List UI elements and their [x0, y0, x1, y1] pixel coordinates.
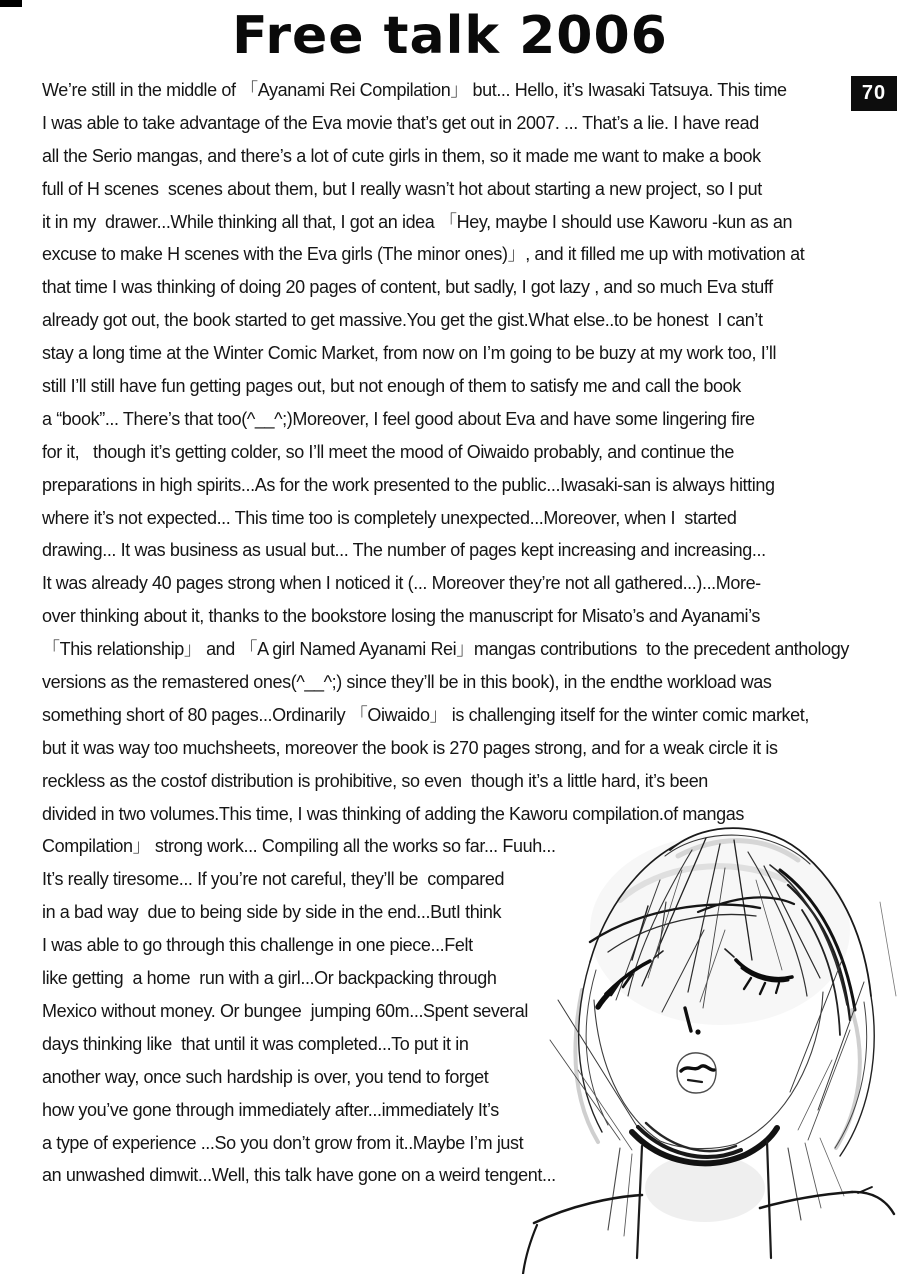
- text-line: already got out, the book started to get massive.You get the gist.What else..to be honest I can’t: [42, 310, 763, 331]
- text-line: something short of 80 pages...Ordinarily 「Oiwaido」 is challenging itself for the winter comic market,: [42, 704, 809, 725]
- text-line: an unwashed dimwit...Well, this talk have gone on a weird tengent...: [42, 1165, 556, 1186]
- text-line: Compilation」 strong work... Compiling all the works so far... Fuuh...: [42, 836, 556, 857]
- text-line: We’re still in the middle of 「Ayanami Rei Compilation」 but... Hello, it’s Iwasaki Tatsuya. This time: [42, 80, 787, 100]
- text-line: stay a long time at the Winter Comic Market, from now on I’m going to be buzy at my work too, I’ll: [42, 343, 777, 364]
- text-line: a “book”... There’s that too(^__^;)Moreover, I feel good about Eva and have some lingering fire: [42, 408, 755, 429]
- page-title: Free talk 2006: [232, 6, 668, 66]
- text-line: in a bad way due to being side by side in the end...ButI think: [42, 902, 502, 923]
- text-line: preparations in high spirits...As for the work presented to the public...Iwasaki-san is always hitting: [42, 474, 775, 495]
- text-line: reckless as the costof distribution is prohibitive, so even though it’s a little hard, it’s been: [42, 770, 708, 791]
- text-line: drawing... It was business as usual but... The number of pages kept increasing and increasing...: [42, 540, 766, 561]
- text-line: 「This relationship」 and 「A girl Named Ayanami Rei」mangas contributions to the precedent anthology: [42, 639, 849, 660]
- text-line: full of H scenes scenes about them, but I really wasn’t hot about starting a new project, so I put: [42, 178, 762, 199]
- character-sketch-illustration: [520, 810, 900, 1274]
- text-line: Mexico without money. Or bungee jumping 60m...Spent several: [42, 1000, 528, 1021]
- text-line: where it’s not expected... This time too is completely unexpected...Moreover, when I started: [42, 507, 737, 528]
- text-line: still I’ll still have fun getting pages out, but not enough of them to satisfy me and call the book: [42, 376, 741, 397]
- text-line: how you’ve gone through immediately after...immediately It’s: [42, 1099, 499, 1120]
- text-line: over thinking about it, thanks to the bookstore losing the manuscript for Misato’s and Ayanami’s: [42, 606, 761, 627]
- text-line: that time I was thinking of doing 20 pages of content, but sadly, I got lazy , and so much Eva stuff: [42, 277, 773, 298]
- text-line: a type of experience ...So you don’t grow from it..Maybe I’m just: [42, 1132, 524, 1153]
- text-line: but it was way too muchsheets, moreover the book is 270 pages strong, and for a weak circle it is: [42, 737, 778, 758]
- text-line: versions as the remastered ones(^__^;) since they’ll be in this book), in the endthe workload was: [42, 672, 772, 693]
- text-line: like getting a home run with a girl...Or backpacking through: [42, 968, 497, 989]
- text-line: days thinking like that until it was completed...To put it in: [42, 1033, 469, 1054]
- text-line: divided in two volumes.This time, I was thinking of adding the Kaworu compilation.of mangas: [42, 803, 744, 824]
- text-line: I was able to take advantage of the Eva movie that’s get out in 2007. ... That’s a lie. I have read: [42, 112, 759, 133]
- text-line: It was already 40 pages strong when I noticed it (... Moreover they’re not all gathered...)...More-: [42, 573, 761, 594]
- text-line: It’s really tiresome... If you’re not careful, they’ll be compared: [42, 869, 505, 890]
- text-line: all the Serio mangas, and there’s a lot of cute girls in them, so it made me want to make a book: [42, 145, 761, 166]
- text-line: I was able to go through this challenge in one piece...Felt: [42, 935, 473, 956]
- text-line: another way, once such hardship is over, you tend to forget: [42, 1066, 489, 1087]
- page-number-badge: 70: [851, 76, 897, 111]
- text-line: excuse to make H scenes with the Eva girls (The minor ones)」, and it filled me up with motivation at: [42, 244, 805, 265]
- text-line: for it, though it’s getting colder, so I’ll meet the mood of Oiwaido probably, and continue the: [42, 441, 734, 462]
- text-line: it in my drawer...While thinking all that, I got an idea 「Hey, maybe I should use Kaworu -kun as an: [42, 211, 793, 232]
